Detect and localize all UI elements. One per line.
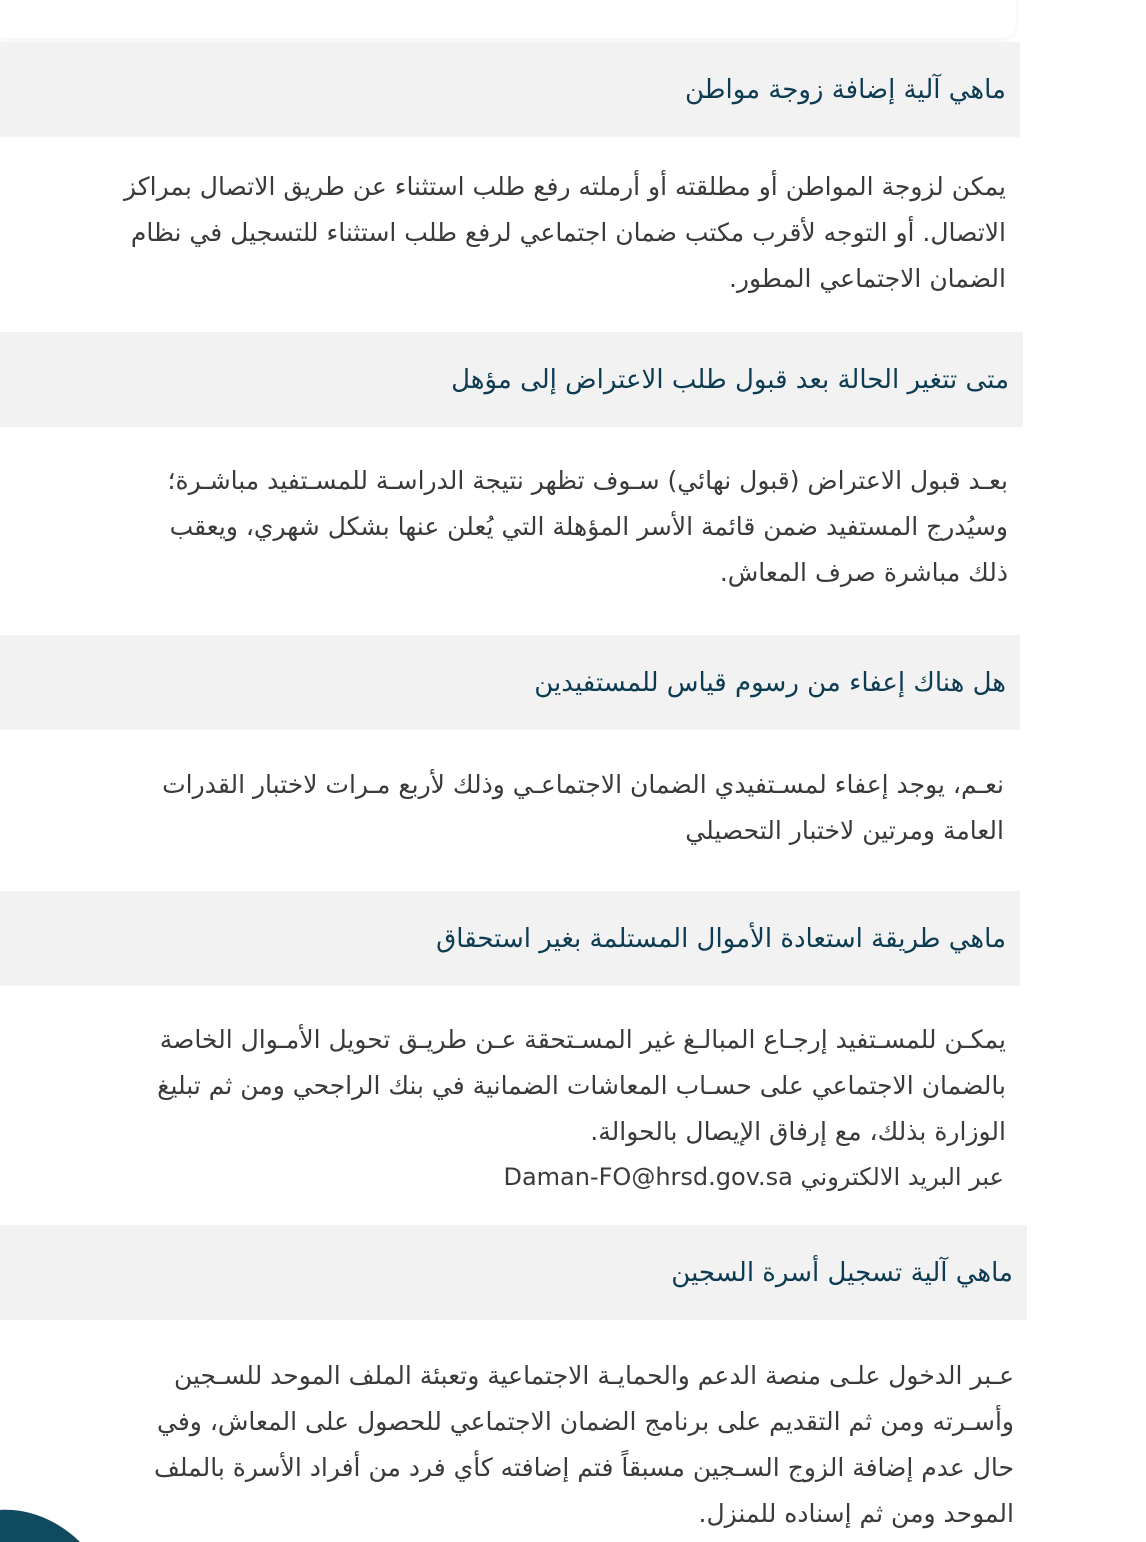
faq-question-5[interactable] [0, 1225, 1027, 1320]
faq-answer-4: يمكـن للمسـتفيد إرجـاع المبالـغ غير المسـتحقة عـن طريـق تحويل الأمـوال الخاصة بالضمان الاجتماعي على حسـاب المعاشات الضمانية في بنك الراجحي ومن ثم تبليغ الوزارة بذلك، مع إرفاق الإيصال بالحوالة. [157, 1025, 1006, 1146]
faq-question-4[interactable] [0, 891, 1020, 986]
faq-answer-1: يمكن لزوجة المواطن أو مطلقته أو أرملته رفع طلب استثناء عن طريق الاتصال بمراكز الاتصال. أو التوجه لأقرب مكتب ضمان اجتماعي لرفع طلب استثناء للتسجيل في نظام الضمان الاجتماعي المطور. [123, 172, 1006, 293]
faq-question-5-text: ماهي آلية تسجيل أسرة السجين [671, 1257, 1013, 1288]
faq-question-3[interactable] [0, 635, 1020, 730]
faq-answer-2: بعـد قبول الاعتراض (قبول نهائي) سـوف تظهر نتيجة الدراسـة للمسـتفيد مباشـرة؛ وسيُدرج المستفيد ضمن قائمة الأسر المؤهلة التي يُعلن عنها بشكل شهري، ويعقب ذلك مباشرة صرف المعاش. [167, 466, 1008, 587]
faq-question-1-text: ماهي آلية إضافة زوجة مواطن [684, 74, 1006, 105]
faq-question-1[interactable] [0, 42, 1020, 137]
faq-answer-3: نعـم، يوجد إعفاء لمسـتفيدي الضمان الاجتماعـي وذلك لأربع مـرات لاختبار القدرات العامة ومرتين لاختبار التحصيلي [162, 770, 1004, 845]
faq-answer-4-email: عبر البريد الالكتروني Daman-FO@hrsd.gov.sa [503, 1163, 1004, 1191]
faq-answer-5: عـبر الدخول علـى منصة الدعم والحمايـة الاجتماعية وتعبئة الملف الموحد للسـجين وأسـرته ومن ثم التقديم على برنامج الضمان الاجتماعي للحصول على المعاش، وفي حال عدم إضافة الزوج السـجين مسبقاً فتم إضافته كأي فرد من أفراد الأسرة بالملف الموحد ومن ثم إسناده للمنزل. [154, 1361, 1014, 1528]
faq-question-2[interactable] [0, 332, 1023, 427]
faq-question-4-text: ماهي طريقة استعادة الأموال المستلمة بغير استحقاق [436, 923, 1006, 954]
faq-question-2-text: متى تتغير الحالة بعد قبول طلب الاعتراض إلى مؤهل [451, 364, 1009, 395]
faq-question-3-text: هل هناك إعفاء من رسوم قياس للمستفيدين [534, 667, 1006, 698]
corner-decoration [0, 1492, 90, 1542]
